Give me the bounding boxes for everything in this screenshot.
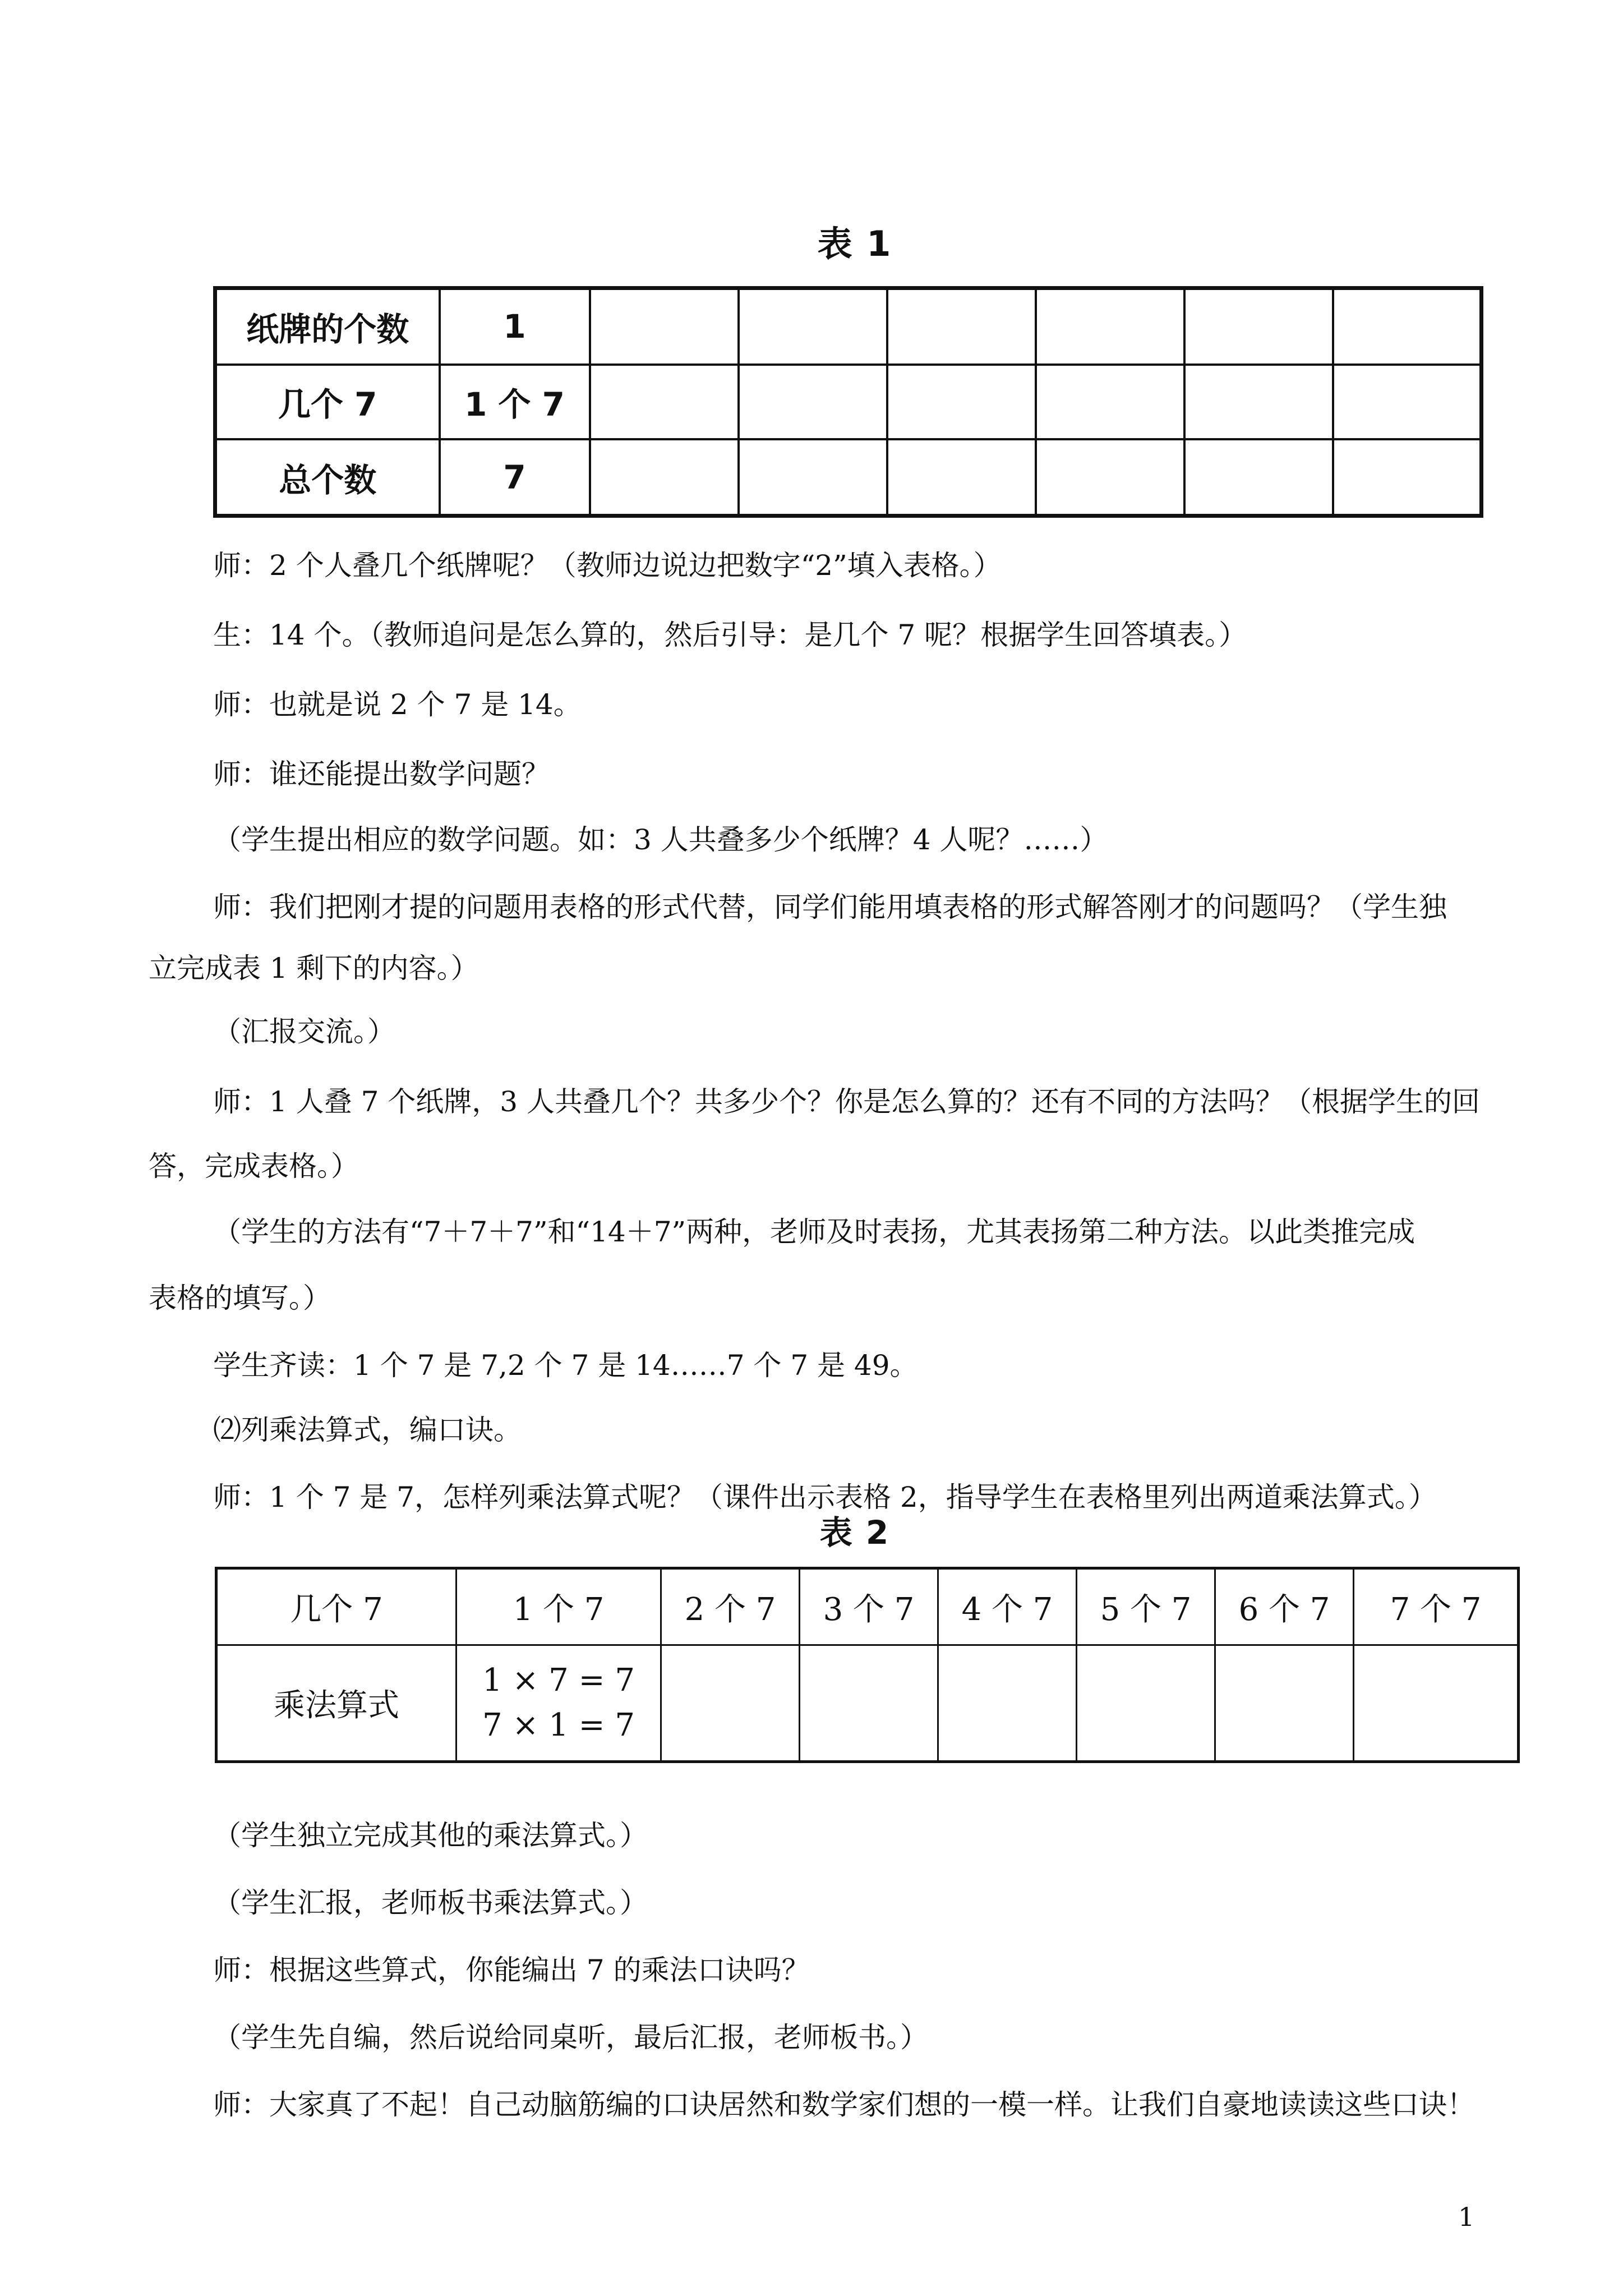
table-cell	[590, 439, 739, 516]
table-cell	[887, 439, 1036, 516]
table-cell	[739, 439, 887, 516]
paragraph: （学生汇报，老师板书乘法算式。）	[213, 1887, 648, 1919]
table-cell: 纸牌的个数	[215, 288, 440, 365]
paragraph: 立完成表 1 剩下的内容。）	[149, 952, 479, 984]
table-cell	[1333, 288, 1482, 365]
paragraph: （学生的方法有“7＋7＋7”和“14＋7”两种，老师及时表扬，尤其表扬第二种方法。以此类推完成	[213, 1216, 1415, 1248]
table-cell	[590, 288, 739, 365]
formula: 7 × 1 = 7	[482, 1707, 635, 1743]
table-cell	[1184, 288, 1333, 365]
table-cell	[887, 288, 1036, 365]
table-header-cell: 2 个 7	[661, 1568, 800, 1645]
table-header-cell: 7 个 7	[1354, 1568, 1519, 1645]
page-number: 1	[1458, 2202, 1475, 2232]
table-cell	[1333, 365, 1482, 440]
row-label: 乘法算式	[216, 1645, 457, 1762]
paragraph: 师：大家真了不起！自己动脑筋编的口诀居然和数学家们想的一模一样。让我们自豪地读读这些口诀！	[213, 2088, 1475, 2121]
table-cell	[1077, 1645, 1215, 1762]
table-cell: 7	[440, 439, 590, 516]
table-cell	[1184, 439, 1333, 516]
table1	[213, 286, 1483, 518]
table-cell	[1184, 365, 1333, 440]
table1-caption: 表 1	[817, 223, 892, 264]
table-cell	[1036, 439, 1184, 516]
table-cell	[739, 365, 887, 440]
table-cell	[590, 365, 739, 440]
paragraph: 师：我们把刚才提的问题用表格的形式代替，同学们能用填表格的形式解答刚才的问题吗？（学生独	[213, 891, 1447, 923]
table-header-cell: 几个 7	[216, 1568, 457, 1645]
paragraph: （学生先自编，然后说给同桌听，最后汇报，老师板书。）	[213, 2021, 928, 2054]
table-row	[215, 288, 1482, 365]
table-cell	[1333, 439, 1482, 516]
paragraph: 师：谁还能提出数学问题？	[213, 758, 550, 790]
table-cell	[1354, 1645, 1519, 1762]
table-cell	[887, 365, 1036, 440]
paragraph: 表格的填写。）	[149, 1282, 331, 1314]
table-cell	[1036, 365, 1184, 440]
table2-caption: 表 2	[819, 1513, 890, 1552]
formula-cell	[457, 1645, 661, 1762]
table-cell: 总个数	[215, 439, 440, 516]
paragraph: （学生独立完成其他的乘法算式。）	[213, 1819, 648, 1852]
table-header-cell: 1 个 7	[457, 1568, 661, 1645]
table-cell	[739, 288, 887, 365]
paragraph: 师：1 人叠 7 个纸牌，3 人共叠几个？共多少个？你是怎么算的？还有不同的方法吗？（根据学生的回	[213, 1085, 1481, 1118]
table-header-cell: 3 个 7	[800, 1568, 938, 1645]
paragraph: 师：2 个人叠几个纸牌呢？（教师边说边把数字“2”填入表格。）	[213, 549, 1002, 582]
paragraph: （学生提出相应的数学问题。如：3 人共叠多少个纸牌？4 人呢？……）	[213, 823, 1108, 856]
table-cell: 1	[440, 288, 590, 365]
table-cell	[800, 1645, 938, 1762]
paragraph: ⑵列乘法算式，编口诀。	[213, 1414, 522, 1446]
table-header-cell: 5 个 7	[1077, 1568, 1215, 1645]
table-header-cell: 4 个 7	[938, 1568, 1077, 1645]
paragraph: 师：也就是说 2 个 7 是 14。	[213, 688, 582, 721]
paragraph: （汇报交流。）	[213, 1015, 395, 1048]
table-cell	[938, 1645, 1077, 1762]
table-header-cell: 6 个 7	[1215, 1568, 1354, 1645]
table-cell: 1 个 7	[440, 365, 590, 440]
table-row	[216, 1645, 1519, 1762]
table-row	[215, 439, 1482, 516]
table-cell: 几个 7	[215, 365, 440, 440]
paragraph: 师：1 个 7 是 7，怎样列乘法算式呢？（课件出示表格 2，指导学生在表格里列出两道乘法算式。）	[213, 1481, 1437, 1513]
table-cell	[661, 1645, 800, 1762]
paragraph: 师：根据这些算式，你能编出 7 的乘法口诀吗？	[213, 1954, 810, 1986]
formula: 1 × 7 = 7	[482, 1662, 635, 1699]
paragraph: 生：14 个。（教师追问是怎么算的，然后引导：是几个 7 呢？根据学生回答填表。）	[213, 619, 1247, 651]
paragraph: 答，完成表格。）	[149, 1150, 359, 1182]
table-row	[216, 1568, 1519, 1645]
table-row	[215, 365, 1482, 440]
table-cell	[1036, 288, 1184, 365]
paragraph: 学生齐读：1 个 7 是 7,2 个 7 是 14……7 个 7 是 49。	[213, 1349, 918, 1382]
table2	[215, 1567, 1520, 1763]
table-cell	[1215, 1645, 1354, 1762]
